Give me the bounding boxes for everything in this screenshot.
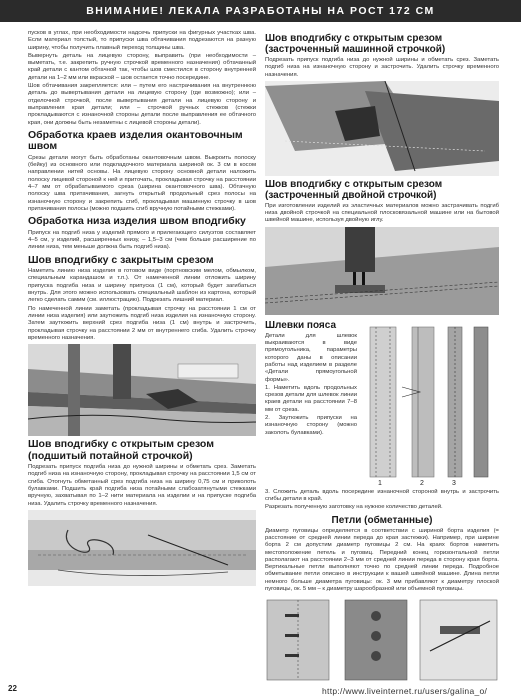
section-text-zakrytyi-2: По намеченной линии заметать (прокладывая строчку на расстоянии 1 см от линии низа изделия) или заутюжить подгиб низа изделия на изнаночную сторону. Затем заутюжить верхний срез подгиба низа (1 см) внутрь и застрочить, прокладывая строчку на расстоянии 2 мм от внутреннего сгиба. Удалить строчку временного назначения. <box>28 305 256 341</box>
buttonhole-illustration <box>265 596 499 682</box>
section-text-shlevki: Детали для шлевок выкраиваются в виде прямоугольника, параметры которого даны в описании работы над изделием в разделе «Детали прямоугольной формы». <box>265 332 357 383</box>
right-column <box>265 30 499 682</box>
svg-text:2: 2 <box>420 479 424 487</box>
section-text-dvoinoi: При изготовлении изделий из эластичных материалов можно застрачивать подгиб низа двойной строчкой на специальной плосковязальной машине или на бытовой швейной машине, используя двойную иглу. <box>265 202 499 224</box>
belt-loop-illustration <box>362 317 499 489</box>
section-text-okantovka: Срезы детали могут быть обработаны окантовочным швом. Выкроить полоску (бейку) из основного или подкладочного материала шириной ок. 3 см в косом направлении нитей основы. На лицевую сторону основной детали наложить полоску лицевой стороной к ней и приточать, прокладывая строчку на расстоянии 4–7 мм от обрабатываемого среза (ширина окантовочного шва). Обтачную полоску шва притачивания, загнуть открытый продольный срез полосы на изнаночную сторону и закрепить сгиб, прокладывая машинную строчку в шов притачивания полосы (можно подшить сгиб вручную потайными стежками). <box>28 154 256 212</box>
machine-stitch-illustration <box>265 81 499 176</box>
section-title-dvoinoi: Шов вподгибку с открытым срезом (застроченный двойной строчкой) <box>265 178 443 201</box>
section-text-niz: Припуск на подгиб низа у изделий прямого и прилегающего силуэтов составляет 4–5 см, у изделий, расширенных книзу, – 1,5–3 см (чем больше расширение по линии низа, тем меньше должна быть подгиб низа). <box>28 229 256 251</box>
section-text-petli: Диаметр пуговицы определяется в соответствии с шириной борта изделия (= расстояние от средней линии переда до края застежки). Например, при ширине борта 2 см допустим диаметр пуговицы 2 см. На краях бортов наметить местоположение петель и пуговиц. Передний конец горизонтальной петли располагают на расстоянии 2–3 мм от средней линии переда в сторону края борта. Вертикальные петли выполняют точно по средней линии переда. Подробное обметывание петли описано в инструкции к вашей швейной машине. Длина петли немного больше диаметра пуговицы: ок. 3 мм прибавляют к диаметру плоской пуговицы, ок. 5 мм – к диаметру шарообразной или объемной пуговицы. <box>265 527 499 593</box>
left-column <box>28 30 256 586</box>
blind-stitch-illustration <box>28 510 256 586</box>
svg-text:3: 3 <box>452 479 456 487</box>
section-title-zakrytyi: Шов вподгибку с закрытым срезом <box>28 253 214 266</box>
section-text-mashinnoi: Подрезать припуск подгиба низа до нужной ширины и обметать срез. Заметать подгиб низа на изнаночную сторону и застрочить. Удалить строчку временного назначения. <box>265 57 499 78</box>
footer-url: http://www.liveinternet.ru/users/galina_o/ <box>322 686 488 696</box>
shlevki-step-3: 3. Сложить деталь вдоль посередине изнаночной стороной внутрь и застрочить сгибы детали в край. <box>265 488 499 503</box>
shlevki-block <box>265 317 499 489</box>
shlevki-text-2: Разрезать полученную заготовку на нужное количество деталей. <box>265 504 443 511</box>
section-title-potainoi: Шов вподгибку с открытым срезом (подшитый потайной строчкой) <box>28 438 214 462</box>
section-title-petli: Петли (обметанные) <box>331 514 433 526</box>
shlevki-step-2: 2. Заутюжить припуски на изнаночную сторону (можно заколоть булавками). <box>265 415 357 436</box>
hem-template-illustration <box>28 344 256 436</box>
shlevki-text-block <box>265 317 357 489</box>
page-number: 22 <box>8 684 17 693</box>
section-text-potainoi: Подрезать припуск подгиба низа до нужной ширины и обметать срез. Заметать подгиб низа на изнаночную сторону, прокладывая строчку на расстоянии 1,5 см от сгиба. Отогнуть обметанный срез подгиба низа на ширину 0,75 см и приколоть булавками. Подшить край подгиба низа потайными слабозатянутыми стежками вручную, захватывая по 1–2 нити материала на изделии и на припуске подгиба низа. Удалить строчку временного назначения. <box>28 464 256 507</box>
section-title-mashinnoi: Шов вподгибку с открытым срезом (застроченный машинной строчкой) <box>265 33 446 55</box>
section-title-okantovka: Обработка краев изделия окантовочным швом <box>28 128 243 153</box>
intro-paragraph-2: Вывернуть деталь на лицевую сторону, выправить (при необходимости – выметать, т.е. закрепить ручную строчкой временного назначения) обтачанный край детали с кантом обтачной так, чтобы шов сместился в сторону внутренней детали на 1–2 мм или вкраской – шов остается точно посередине. <box>28 52 256 81</box>
shlevki-step-1: 1. Наметить вдоль продольных срезов детали для шлевок линии краев детали на расстоянии 7–8 мм от среза. <box>265 384 357 413</box>
section-title-shlevki: Шлевки пояса <box>265 319 337 331</box>
intro-paragraph-1: пусков в углах, при необходимости надсечь припуски на фигурных участках шва. Если материал толстый, то припуски шва обтачивания подрезаются на разную ширину, чтобы получить плавный переход толщины шва. <box>28 30 256 51</box>
section-text-zakrytyi-1: Наметить линию низа изделия в готовом виде (портновским мелом, обмылком, специальным карандашом и т.п.). От намеченной линии отложить ширину припуска подгиба низа и ширину припуска (1 см), который будет загибаться внутрь. Для этого можно использовать специальный шаблон из картона, который легко сделать самим (см. иллюстрацию). Подрезать лишний материал. <box>28 268 256 304</box>
intro-paragraph-3: Шов обтачивания закрепляется: или – путем его настрачивания на внутреннюю деталь до вывертывания детали на лицевую сторону (где возможно); или – отделочной строчкой, после вывертывания детали на лицевую сторону и выправления края детали; или – строчкой ручных стежков (стежки прокладываются с изнаночной стороны детали после выправления ее обтачного края, они должны быть незаметны с лицевой стороны детали). <box>28 83 256 126</box>
twin-needle-illustration <box>265 227 499 315</box>
section-title-niz: Обработка низа изделия швом вподгибку <box>28 215 246 228</box>
svg-text:1: 1 <box>378 479 382 487</box>
header-banner: ВНИМАНИЕ! ЛЕКАЛА РАЗРАБОТАНЫ НА РОСТ 172 СМ <box>0 0 521 22</box>
